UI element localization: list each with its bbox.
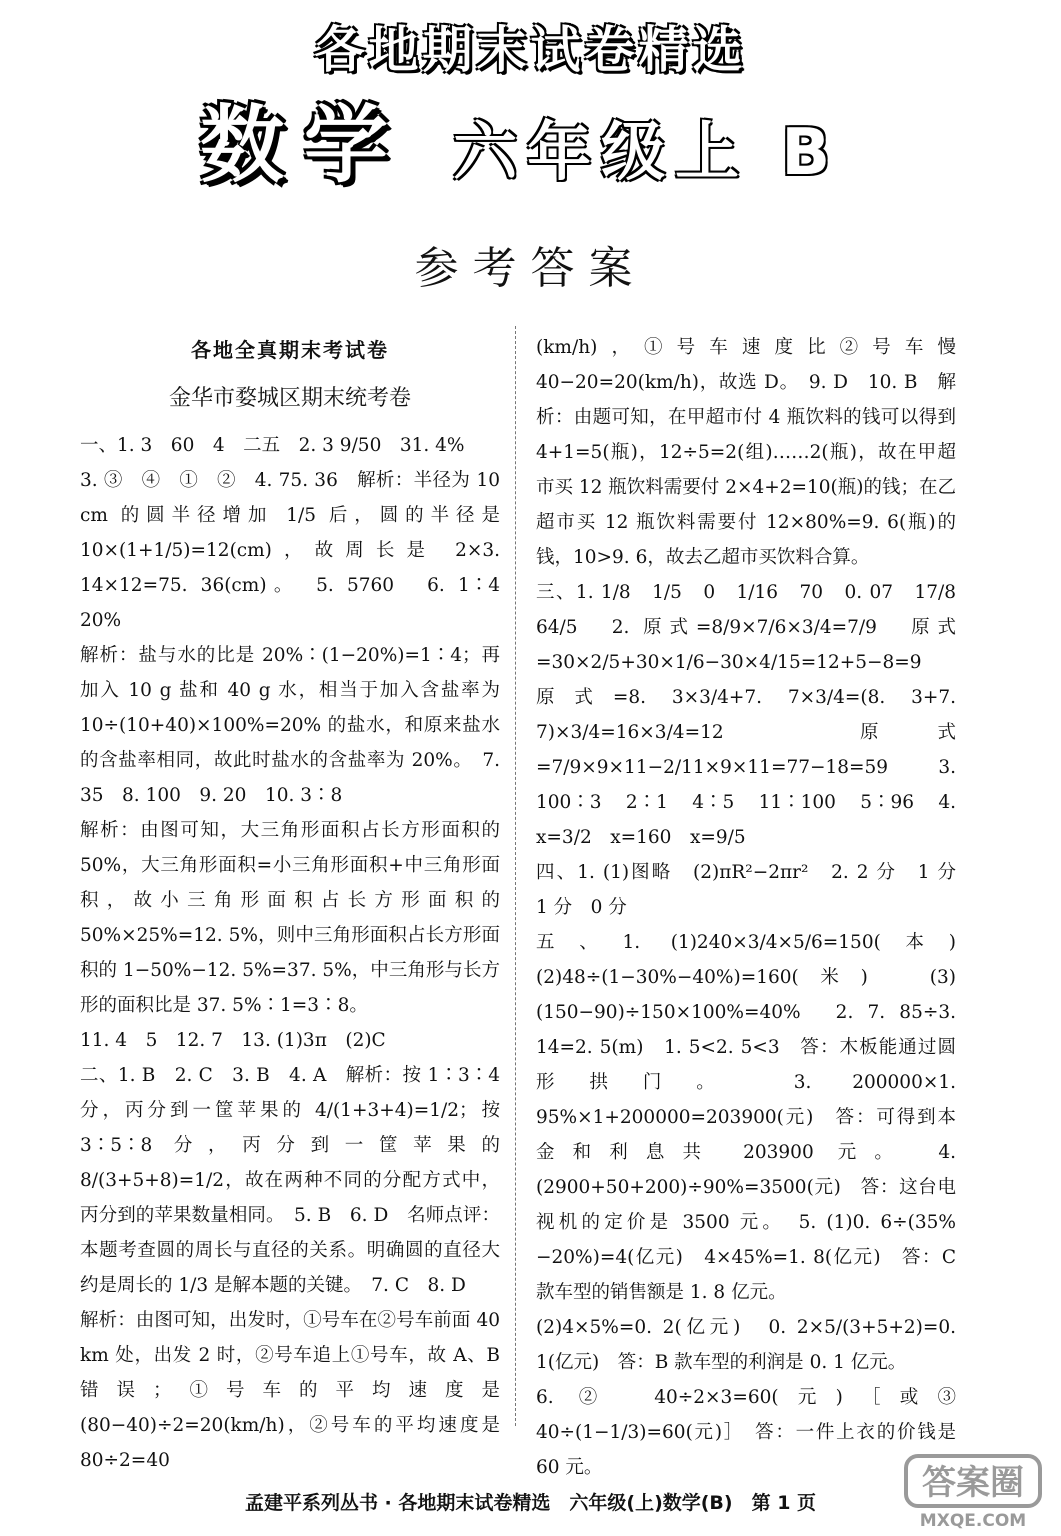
watermark-logo-icon	[898, 1452, 1048, 1532]
answer-paragraph: 解析：盐与水的比是 20%∶(1−20%)=1∶4；再加入 10 g 盐和 40 g 水，相当于加入含盐率为 10÷(10+40)×100%=20% 的盐水，和原来盐水的含盐率相同，故此时盐水的含盐率为 20%。 7. 35 8. 100 9. 20 10. 3∶8	[80, 645, 500, 806]
answer-paragraph: 解析：由图可知，出发时，①号车在②号车前面 40 km 处，出发 2 时，②号车追上①号车，故 A、B 错误；①号车的平均速度是 (80−40)÷2=20(km/h)，②号车的平均速度是 80÷2=40	[80, 1310, 500, 1471]
answer-paragraph: 五、1. (1)240×3/4×5/6=150(本) (2)48÷(1−30%−40%)=160(米) (3)(150−90)÷150×100%=40% 2. 7. 85÷3. 14=2. 5(m) 1. 5<2. 5<3 答：木板能通过圆形拱门。 3. 200000×1. 95%×1+200000=203900(元) 答：可得到本金和利息共 203900 元。 4. (2900+50+200)÷90%=3500(元) 答：这台电视机的定价是 3500 元。 5. (1)0. 6÷(35%−20%)=4(亿元) 4×45%=1. 8(亿元) 答：C 款车型的销售额是 1. 8 亿元。	[536, 932, 975, 1303]
subject-grade-banner	[200, 78, 840, 199]
subject-title: 数学	[200, 96, 409, 194]
left-column	[80, 330, 519, 1478]
answer-paragraph: 解析：由图可知，大三角形面积占长方形面积的 50%，大三角形面积=小三角形面积+中三角形面积，故小三角形面积占长方形面积的 50%×25%=12. 5%，则中三角形面积占长方形面积的 1−50%−12. 5%=37. 5%，中三角形与长方形的面积比是 37. 5%∶1=3∶8。	[80, 820, 500, 1016]
section-heading: 各地全真期末考试卷	[191, 338, 389, 362]
answer-paragraph: 四、1. (1)图略 (2)πR²−2πr² 2. 2 分 1 分 1 分 0 分	[536, 862, 975, 918]
answer-paragraph: 6. ② 40÷2×3=60(元)［或③ 40÷(1−1/3)=60(元)］ 答：一件上衣的价钱是 60 元。	[536, 1387, 975, 1478]
right-column	[536, 330, 975, 1485]
series-title: 各地期末试卷精选	[314, 21, 747, 79]
answer-paragraph: (km/h)，①号车速度比②号车慢 40−20=20(km/h)，故选 D。 9. D 10. B 解析：由题可知，在甲超市付 4 瓶饮料的钱可以得到 4+1=5(瓶)，12÷5=2(组)……2(瓶)，故在甲超市买 12 瓶饮料需要付 2×4+2=10(瓶)的钱；在乙超市买 12 瓶饮料需要付 12×80%=9. 6(瓶)的钱，10>9. 6，故去乙超市买饮料合算。	[536, 337, 956, 568]
exam-name: 金华市婺城区期末统考卷	[168, 386, 411, 411]
answer-paragraph: (2)4×5%=0. 2(亿元) 0. 2×5/(3+5+2)=0. 1(亿元) 答：B 款车型的利润是 0. 1 亿元。	[536, 1317, 956, 1373]
answer-paragraph: 一、1. 3 60 4 二五 2. 3 9/50 31. 4%	[80, 435, 465, 456]
page-title: 参考答案	[414, 243, 647, 294]
watermark-text: 答案圈	[922, 1463, 1024, 1503]
answer-paragraph: 三、1. 1/8 1/5 0 1/16 70 0. 07 17/8 64/5 2. 原式=8/9×7/6×3/4=7/9 原式=30×2/5+30×1/6−30×4/15=12+5−8=9 原式=8. 3×3/4+7. 7×3/4=(8. 3+7. 7)×3/4=16×3/4=12 原式=7/9×9×11−2/11×9×11=77−18=59 3. 100∶3 2∶1 4∶5 11∶100 5∶96 4. x=3/2 x=160 x=9/5	[536, 582, 975, 848]
grade-title: 六年级上 B	[453, 116, 841, 190]
watermark-domain: MXQE.COM	[919, 1511, 1027, 1531]
answer-paragraph: 3. ③ ④ ① ② 4. 75. 36 解析：半径为 10 cm 的圆半径增加 1/5 后，圆的半径是 10×(1+1/5)=12(cm)，故周长是 2×3. 14×12=75. 36(cm)。 5. 5760 6. 1∶4 20%	[80, 470, 519, 631]
answer-paragraph: 11. 4 5 12. 7 13. (1)3π (2)C	[80, 1030, 386, 1051]
page-footer: 孟建平系列丛书 · 各地期末试卷精选 六年级(上)数学(B) 第 1 页	[244, 1492, 817, 1514]
column-divider	[515, 326, 516, 1426]
answer-paragraph: 二、1. B 2. C 3. B 4. A 解析：按 1∶3∶4 分，丙分到一筐苹果的 4/(1+3+4)=1/2；按 3∶5∶8 分，丙分到一筐苹果的 8/(3+5+8)=1/2，故在两种不同的分配方式中，丙分到的苹果数量相同。 5. B 6. D 名师点评：本题考查圆的周长与直径的关系。明确圆的直径大约是周长的 1/3 是解本题的关键。 7. C 8. D	[80, 1065, 500, 1296]
